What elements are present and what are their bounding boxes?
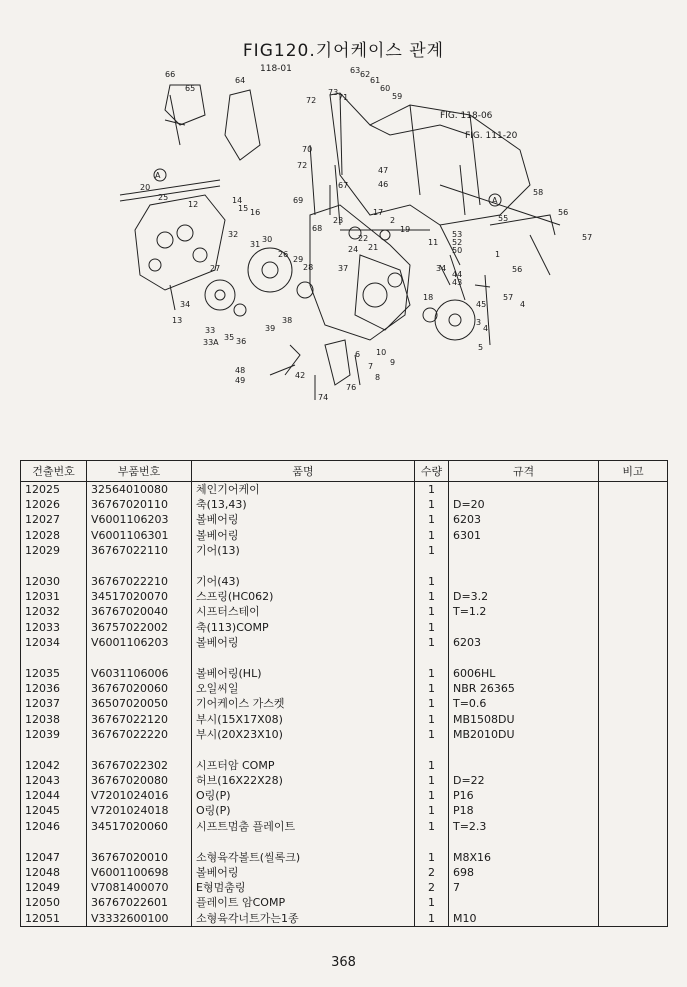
table-row bbox=[21, 758, 668, 773]
callout-label: 45 bbox=[476, 300, 487, 309]
callout-label: 72 bbox=[297, 161, 308, 170]
table-header-row bbox=[21, 461, 668, 482]
column-header-name: 품명 bbox=[192, 461, 415, 482]
callout-label: 21 bbox=[368, 243, 379, 252]
callout-label: 37 bbox=[338, 264, 349, 273]
cell-number: 12050 bbox=[21, 895, 87, 910]
cell-number: 12049 bbox=[21, 880, 87, 895]
table-row bbox=[21, 635, 668, 650]
cell-qty: 1 bbox=[415, 819, 449, 834]
table-row bbox=[21, 865, 668, 880]
table-row bbox=[21, 911, 668, 927]
callout-label: 48 bbox=[235, 366, 246, 375]
cell-part: V6001106203 bbox=[87, 635, 192, 650]
cell-spec: 7 bbox=[449, 880, 599, 895]
cell-name: 기어(43) bbox=[192, 574, 415, 589]
table-row bbox=[21, 711, 668, 726]
cell-number: 12046 bbox=[21, 819, 87, 834]
table-row bbox=[21, 543, 668, 558]
callout-label: 56 bbox=[512, 265, 523, 274]
cell-spec: T=2.3 bbox=[449, 819, 599, 834]
cell-qty: 1 bbox=[415, 635, 449, 650]
cell-spec bbox=[449, 574, 599, 589]
callout-label: 34 bbox=[180, 300, 191, 309]
cell-number: 12051 bbox=[21, 911, 87, 927]
cell-part: V6001106203 bbox=[87, 512, 192, 527]
cell-spec: M8X16 bbox=[449, 850, 599, 865]
table-row bbox=[21, 788, 668, 803]
cell-remark bbox=[599, 895, 668, 910]
callout-label: 68 bbox=[312, 224, 323, 233]
callout-label: 33 bbox=[205, 326, 216, 335]
cell-remark bbox=[599, 497, 668, 512]
cell-name: 소형육각너트가는1종 bbox=[192, 911, 415, 927]
callout-label: 8 bbox=[375, 373, 381, 382]
cell-part: 36757022002 bbox=[87, 620, 192, 635]
cell-spec: P16 bbox=[449, 788, 599, 803]
cell-part: 36767022210 bbox=[87, 574, 192, 589]
cell-spec bbox=[449, 543, 599, 558]
table-row bbox=[21, 666, 668, 681]
column-header-qty: 수량 bbox=[415, 461, 449, 482]
callout-label: 72 bbox=[306, 96, 317, 105]
cell-qty: 1 bbox=[415, 589, 449, 604]
callout-label: 69 bbox=[293, 196, 304, 205]
cell-number: 12037 bbox=[21, 696, 87, 711]
callout-label: 5 bbox=[478, 343, 484, 352]
callout-label: 4 bbox=[520, 300, 526, 309]
table-row bbox=[21, 850, 668, 865]
cell-name: 시프터암 COMP bbox=[192, 758, 415, 773]
table-row bbox=[21, 696, 668, 711]
cell-qty: 1 bbox=[415, 482, 449, 498]
cell-number: 12025 bbox=[21, 482, 87, 498]
cell-qty: 1 bbox=[415, 696, 449, 711]
cell-name: E형멈춤링 bbox=[192, 880, 415, 895]
cell-remark bbox=[599, 865, 668, 880]
callout-label: 4 bbox=[483, 324, 489, 333]
cell-qty: 1 bbox=[415, 512, 449, 527]
cell-remark bbox=[599, 620, 668, 635]
cell-part: 34517020060 bbox=[87, 819, 192, 834]
table-spacer-row bbox=[21, 650, 668, 666]
cell-qty: 1 bbox=[415, 788, 449, 803]
cell-number: 12027 bbox=[21, 512, 87, 527]
cell-part: V6001106301 bbox=[87, 528, 192, 543]
cell-spec: D=3.2 bbox=[449, 589, 599, 604]
table-spacer-row bbox=[21, 742, 668, 758]
cell-qty: 1 bbox=[415, 604, 449, 619]
cell-remark bbox=[599, 911, 668, 927]
column-header-spec: 규격 bbox=[449, 461, 599, 482]
cell-spec: M10 bbox=[449, 911, 599, 927]
callout-label: 67 bbox=[338, 181, 349, 190]
callout-label: 62 bbox=[360, 70, 371, 79]
column-header-remark: 비고 bbox=[599, 461, 668, 482]
cell-number: 12035 bbox=[21, 666, 87, 681]
callout-label: A bbox=[155, 171, 161, 180]
cell-name: O링(P) bbox=[192, 788, 415, 803]
cell-part: V3332600100 bbox=[87, 911, 192, 927]
cell-qty: 1 bbox=[415, 497, 449, 512]
cell-name: 축(113)COMP bbox=[192, 620, 415, 635]
parts-list-table bbox=[20, 460, 668, 927]
callout-label: 43 bbox=[452, 278, 463, 287]
table-row bbox=[21, 803, 668, 818]
cell-number: 12029 bbox=[21, 543, 87, 558]
cell-part: V7081400070 bbox=[87, 880, 192, 895]
callout-label: 64 bbox=[235, 76, 246, 85]
table-row bbox=[21, 681, 668, 696]
cell-spec: T=1.2 bbox=[449, 604, 599, 619]
table-row bbox=[21, 574, 668, 589]
callout-label: 59 bbox=[392, 92, 403, 101]
cell-remark bbox=[599, 773, 668, 788]
cell-number: 12043 bbox=[21, 773, 87, 788]
cell-remark bbox=[599, 543, 668, 558]
exploded-parts-diagram bbox=[110, 55, 610, 410]
callout-label: 53 bbox=[452, 230, 463, 239]
cell-number: 12038 bbox=[21, 711, 87, 726]
callout-label: 49 bbox=[235, 376, 246, 385]
callout-label: 1 bbox=[495, 250, 501, 259]
callout-label: 28 bbox=[303, 263, 314, 272]
cell-qty: 1 bbox=[415, 727, 449, 742]
cell-remark bbox=[599, 696, 668, 711]
figure-title: FIG120.기어케이스 관계 bbox=[242, 41, 445, 61]
cell-remark bbox=[599, 711, 668, 726]
callout-label: 50 bbox=[452, 246, 463, 255]
cell-remark bbox=[599, 788, 668, 803]
table-row bbox=[21, 589, 668, 604]
callout-label: 63 bbox=[350, 66, 361, 75]
table-row bbox=[21, 512, 668, 527]
cell-qty: 1 bbox=[415, 681, 449, 696]
callout-label: 22 bbox=[358, 234, 369, 243]
table-row bbox=[21, 528, 668, 543]
cell-part: 36767020110 bbox=[87, 497, 192, 512]
callout-label: 38 bbox=[282, 316, 293, 325]
diagram-callouts bbox=[140, 64, 592, 402]
table-row bbox=[21, 819, 668, 834]
cell-qty: 1 bbox=[415, 850, 449, 865]
cell-qty: 1 bbox=[415, 543, 449, 558]
column-header-number: 건출번호 bbox=[21, 461, 87, 482]
callout-label: 17 bbox=[373, 208, 384, 217]
cell-qty: 1 bbox=[415, 620, 449, 635]
cell-part: 36767022120 bbox=[87, 711, 192, 726]
callout-label: 55 bbox=[498, 214, 509, 223]
cell-remark bbox=[599, 727, 668, 742]
column-header-part: 부품번호 bbox=[87, 461, 192, 482]
cell-spec: D=20 bbox=[449, 497, 599, 512]
page-number: 368 bbox=[331, 955, 356, 970]
cell-qty: 1 bbox=[415, 711, 449, 726]
cell-name: O링(P) bbox=[192, 803, 415, 818]
callout-label: 60 bbox=[380, 84, 391, 93]
cell-remark bbox=[599, 482, 668, 498]
callout-label: 18 bbox=[423, 293, 434, 302]
cell-qty: 1 bbox=[415, 773, 449, 788]
cell-number: 12045 bbox=[21, 803, 87, 818]
table-row bbox=[21, 497, 668, 512]
table-spacer-row bbox=[21, 558, 668, 574]
cell-remark bbox=[599, 635, 668, 650]
cell-spec: D=22 bbox=[449, 773, 599, 788]
cell-spec bbox=[449, 620, 599, 635]
callout-label: A bbox=[492, 196, 498, 205]
cell-part: 36767022302 bbox=[87, 758, 192, 773]
callout-label: 16 bbox=[250, 208, 261, 217]
cell-spec: 6301 bbox=[449, 528, 599, 543]
cell-number: 12048 bbox=[21, 865, 87, 880]
cell-part: 36767022220 bbox=[87, 727, 192, 742]
callout-label: 33A bbox=[203, 338, 219, 347]
callout-label: 32 bbox=[228, 230, 239, 239]
callout-label: 19 bbox=[400, 225, 411, 234]
cell-remark bbox=[599, 758, 668, 773]
callout-label: 44 bbox=[452, 270, 463, 279]
callout-label: 9 bbox=[390, 358, 396, 367]
table-row bbox=[21, 880, 668, 895]
callout-label: 76 bbox=[346, 383, 357, 392]
cell-name: 기어(13) bbox=[192, 543, 415, 558]
cell-spec: 698 bbox=[449, 865, 599, 880]
cell-name: 스프링(HC062) bbox=[192, 589, 415, 604]
cell-part: 36767022110 bbox=[87, 543, 192, 558]
callout-label: 11 bbox=[428, 238, 439, 247]
cell-name: 볼베어링(HL) bbox=[192, 666, 415, 681]
callout-label: 20 bbox=[140, 183, 151, 192]
callout-label: 10 bbox=[376, 348, 387, 357]
callout-label: 31 bbox=[250, 240, 261, 249]
table-row bbox=[21, 773, 668, 788]
cell-number: 12047 bbox=[21, 850, 87, 865]
cell-spec: NBR 26365 bbox=[449, 681, 599, 696]
callout-label: 52 bbox=[452, 238, 463, 247]
cell-name: 시프트멈춤 플레이트 bbox=[192, 819, 415, 834]
cell-spec: MB2010DU bbox=[449, 727, 599, 742]
ref-118-01: 118-01 bbox=[260, 64, 292, 74]
cell-remark bbox=[599, 589, 668, 604]
cell-part: 36767020080 bbox=[87, 773, 192, 788]
callout-label: 3 bbox=[476, 318, 482, 327]
cell-qty: 1 bbox=[415, 758, 449, 773]
cell-qty: 1 bbox=[415, 528, 449, 543]
cell-remark bbox=[599, 803, 668, 818]
callout-label: 24 bbox=[348, 245, 359, 254]
cell-part: 36507020050 bbox=[87, 696, 192, 711]
table-row bbox=[21, 727, 668, 742]
cell-remark bbox=[599, 681, 668, 696]
table-row bbox=[21, 895, 668, 910]
callout-label: 29 bbox=[293, 255, 304, 264]
cell-name: 볼베어링 bbox=[192, 512, 415, 527]
cell-part: V6001100698 bbox=[87, 865, 192, 880]
cell-qty: 2 bbox=[415, 880, 449, 895]
cell-part: 36767020040 bbox=[87, 604, 192, 619]
callout-label: 61 bbox=[370, 76, 381, 85]
callout-label: 74 bbox=[318, 393, 329, 402]
cell-name: 축(13,43) bbox=[192, 497, 415, 512]
callout-label: 57 bbox=[503, 293, 514, 302]
callout-label: 27 bbox=[210, 264, 221, 273]
callout-label: 42 bbox=[295, 371, 306, 380]
cell-number: 12028 bbox=[21, 528, 87, 543]
cell-number: 12042 bbox=[21, 758, 87, 773]
callout-label: 47 bbox=[378, 166, 389, 175]
cell-remark bbox=[599, 850, 668, 865]
callout-label: 14 bbox=[232, 196, 243, 205]
table-spacer-row bbox=[21, 834, 668, 850]
cell-number: 12039 bbox=[21, 727, 87, 742]
cell-qty: 1 bbox=[415, 911, 449, 927]
callout-label: 36 bbox=[236, 337, 247, 346]
table-row bbox=[21, 620, 668, 635]
callout-label: 2 bbox=[390, 216, 396, 225]
callout-label: 12 bbox=[188, 200, 199, 209]
cell-qty: 1 bbox=[415, 803, 449, 818]
cell-number: 12034 bbox=[21, 635, 87, 650]
cell-number: 12036 bbox=[21, 681, 87, 696]
cell-remark bbox=[599, 574, 668, 589]
cell-remark bbox=[599, 528, 668, 543]
cell-name: 부시(20X23X10) bbox=[192, 727, 415, 742]
cell-spec: P18 bbox=[449, 803, 599, 818]
cell-qty: 1 bbox=[415, 666, 449, 681]
callout-label: 71 bbox=[338, 93, 349, 102]
cell-name: 소형육각볼트(씰록크) bbox=[192, 850, 415, 865]
cell-part: 34517020070 bbox=[87, 589, 192, 604]
callout-label: 25 bbox=[158, 193, 169, 202]
callout-label: 46 bbox=[378, 180, 389, 189]
callout-label: 70 bbox=[302, 145, 313, 154]
cell-name: 체인기어케이 bbox=[192, 482, 415, 498]
cell-qty: 2 bbox=[415, 865, 449, 880]
callout-label: 30 bbox=[262, 235, 273, 244]
callout-label: 35 bbox=[224, 333, 235, 342]
callout-label: 57 bbox=[582, 233, 593, 242]
cell-name: 플레이트 암COMP bbox=[192, 895, 415, 910]
cell-spec: T=0.6 bbox=[449, 696, 599, 711]
table-row bbox=[21, 482, 668, 498]
cell-part: 36767020060 bbox=[87, 681, 192, 696]
callout-label: 73 bbox=[328, 88, 339, 97]
cell-name: 볼베어링 bbox=[192, 865, 415, 880]
cell-name: 오일씨일 bbox=[192, 681, 415, 696]
cell-part: 32564010080 bbox=[87, 482, 192, 498]
cell-spec bbox=[449, 895, 599, 910]
cell-number: 12030 bbox=[21, 574, 87, 589]
cell-part: 36767022601 bbox=[87, 895, 192, 910]
cell-number: 12044 bbox=[21, 788, 87, 803]
cell-part: 36767020010 bbox=[87, 850, 192, 865]
cell-number: 12031 bbox=[21, 589, 87, 604]
cell-qty: 1 bbox=[415, 574, 449, 589]
cell-number: 12032 bbox=[21, 604, 87, 619]
cell-spec bbox=[449, 758, 599, 773]
callout-label: 39 bbox=[265, 324, 276, 333]
callout-label: 7 bbox=[368, 362, 374, 371]
cell-number: 12033 bbox=[21, 620, 87, 635]
cell-part: V7201024016 bbox=[87, 788, 192, 803]
cell-remark bbox=[599, 666, 668, 681]
callout-label: 23 bbox=[333, 216, 344, 225]
cell-name: 볼베어링 bbox=[192, 635, 415, 650]
callout-label: 66 bbox=[165, 70, 176, 79]
cell-spec: 6203 bbox=[449, 512, 599, 527]
cell-remark bbox=[599, 819, 668, 834]
cell-name: 시프터스테이 bbox=[192, 604, 415, 619]
callout-label: 13 bbox=[172, 316, 183, 325]
callout-label: 56 bbox=[558, 208, 569, 217]
ref-118-06: FIG. 118-06 bbox=[440, 111, 493, 121]
callout-label: 34 bbox=[436, 264, 447, 273]
table-row bbox=[21, 604, 668, 619]
cell-remark bbox=[599, 512, 668, 527]
cell-name: 허브(16X22X28) bbox=[192, 773, 415, 788]
callout-label: 58 bbox=[533, 188, 544, 197]
callout-label: 65 bbox=[185, 84, 196, 93]
cell-number: 12026 bbox=[21, 497, 87, 512]
cell-name: 기어케이스 가스켓 bbox=[192, 696, 415, 711]
cell-part: V6031106006 bbox=[87, 666, 192, 681]
cell-spec bbox=[449, 482, 599, 498]
cell-name: 볼베어링 bbox=[192, 528, 415, 543]
cell-spec: 6203 bbox=[449, 635, 599, 650]
callout-label: 26 bbox=[278, 250, 289, 259]
cell-part: V7201024018 bbox=[87, 803, 192, 818]
cell-spec: MB1508DU bbox=[449, 711, 599, 726]
cell-remark bbox=[599, 604, 668, 619]
cell-remark bbox=[599, 880, 668, 895]
ref-111-20: FIG. 111-20 bbox=[465, 131, 518, 141]
cell-name: 부시(15X17X08) bbox=[192, 711, 415, 726]
cell-qty: 1 bbox=[415, 895, 449, 910]
callout-label: 6 bbox=[355, 350, 361, 359]
cell-spec: 6006HL bbox=[449, 666, 599, 681]
callout-label: 15 bbox=[238, 204, 249, 213]
